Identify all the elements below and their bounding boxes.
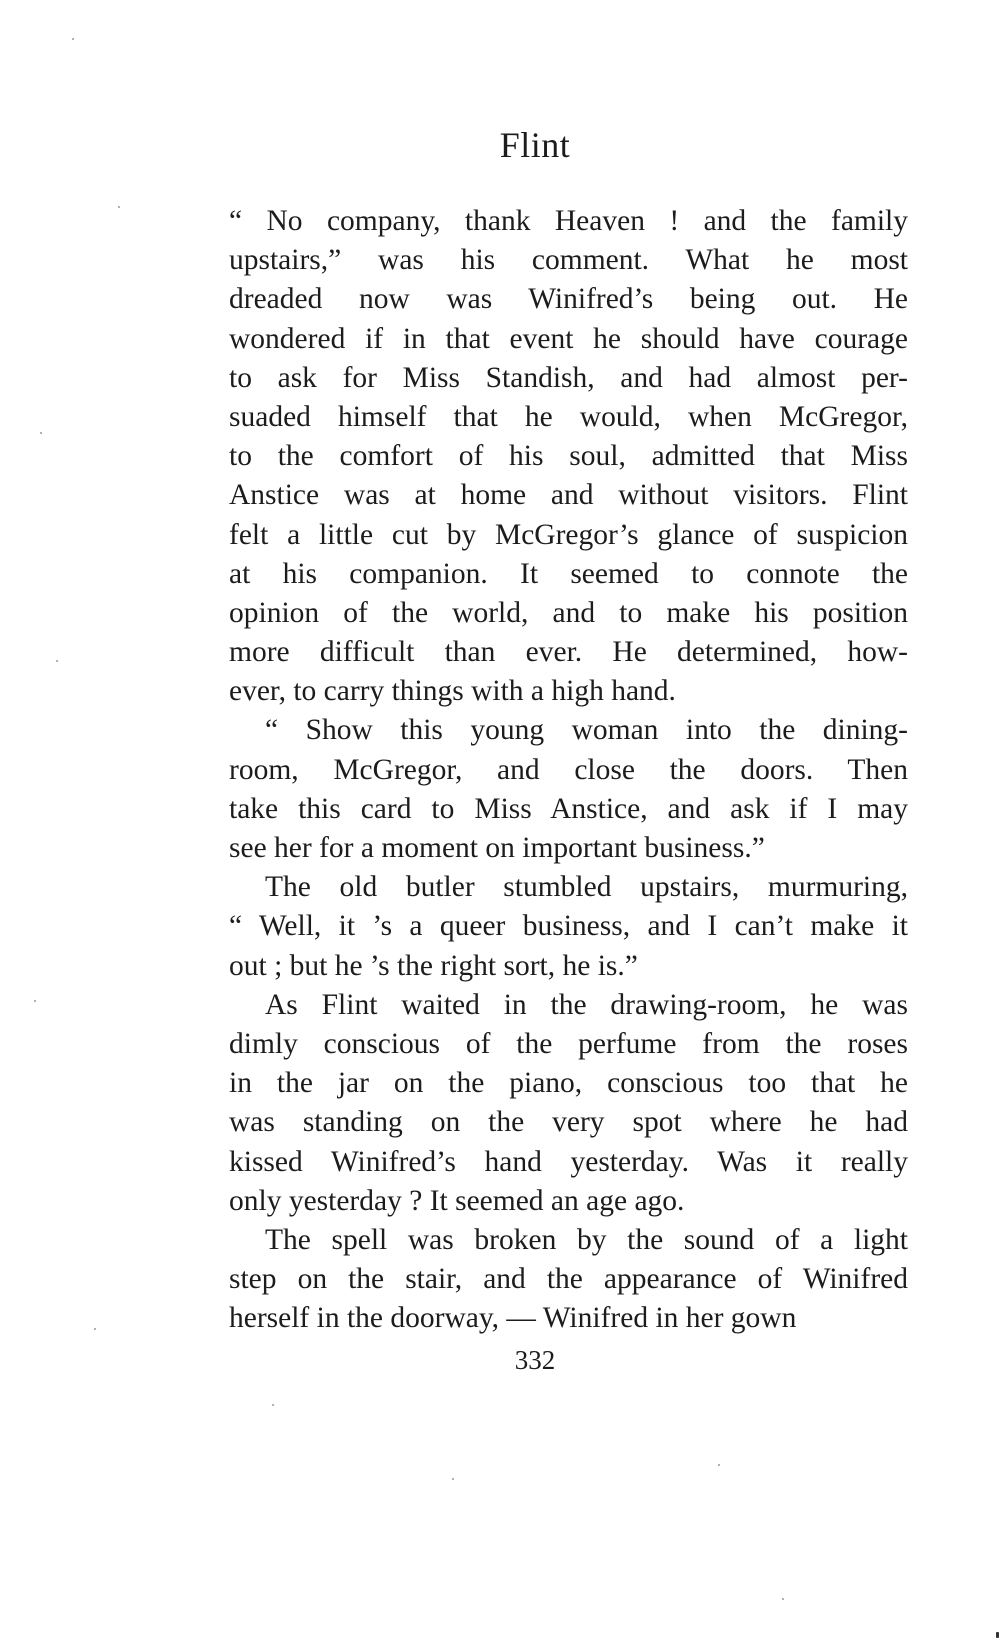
text-line: more difficult than ever. He determined, how-: [229, 636, 908, 669]
text-line: at his companion. It seemed to connote the: [229, 557, 908, 590]
running-head: [0, 124, 1000, 166]
text-line: was standing on the very spot where he had: [229, 1106, 908, 1139]
paper-speck: [782, 1598, 784, 1600]
text-line: ever, to carry things with a high hand.: [229, 675, 676, 708]
paper-speck: [718, 1464, 720, 1466]
body-text: [229, 202, 908, 1338]
paragraph: [229, 986, 908, 1221]
paper-speck: [118, 206, 120, 208]
paper-speck: [996, 1632, 999, 1638]
text-line: opinion of the world, and to make his position: [229, 596, 908, 629]
text-line: see her for a moment on important business.”: [229, 832, 765, 864]
text-line: Anstice was at home and without visitors. Flint: [229, 479, 908, 512]
text-line: suaded himself that he would, when McGregor,: [229, 400, 908, 433]
text-line: take this card to Miss Anstice, and ask if I may: [229, 792, 908, 825]
text-line: The old butler stumbled upstairs, murmuring,: [265, 871, 908, 904]
paper-speck: [56, 660, 58, 662]
text-line: upstairs,” was his comment. What he most: [229, 244, 908, 277]
text-line: only yesterday ? It seemed an age ago.: [229, 1184, 685, 1217]
text-line: to the comfort of his soul, admitted that Miss: [229, 440, 908, 473]
text-line: kissed Winifred’s hand yesterday. Was it really: [229, 1145, 908, 1178]
text-line: in the jar on the piano, conscious too that he: [229, 1067, 908, 1100]
paper-speck: [34, 1000, 36, 1002]
text-line: out ; but he ’s the right sort, he is.”: [229, 949, 638, 982]
paper-speck: [272, 1404, 274, 1406]
text-line: The spell was broken by the sound of a light: [265, 1223, 908, 1256]
paper-speck: [452, 1478, 454, 1480]
paragraph: [229, 202, 908, 711]
text-line: dreaded now was Winifred’s being out. He: [229, 283, 908, 316]
paper-speck: [72, 38, 74, 40]
paragraph: [229, 868, 908, 986]
running-head-text: Flint: [499, 125, 571, 165]
text-line: dimly conscious of the perfume from the roses: [229, 1027, 908, 1060]
text-line: herself in the doorway, — Winifred in her gown: [229, 1302, 797, 1335]
text-line: to ask for Miss Standish, and had almost per-: [229, 361, 908, 394]
page-number: 332: [514, 1345, 556, 1375]
text-line: “ Show this young woman into the dining-: [265, 714, 908, 747]
text-line: felt a little cut by McGregor’s glance of suspicion: [229, 518, 908, 551]
text-line: “ Well, it ’s a queer business, and I can’t make it: [229, 910, 908, 943]
paper-speck: [40, 432, 42, 434]
text-line: As Flint waited in the drawing-room, he was: [265, 988, 908, 1021]
text-line: “ No company, thank Heaven ! and the family: [229, 205, 908, 237]
paper-speck: [94, 1328, 96, 1330]
paragraph: [229, 1221, 908, 1339]
paragraph: [229, 711, 908, 868]
text-line: step on the stair, and the appearance of Winifred: [229, 1263, 908, 1296]
text-line: wondered if in that event he should have courage: [229, 322, 908, 355]
text-line: room, McGregor, and close the doors. Then: [229, 753, 908, 786]
